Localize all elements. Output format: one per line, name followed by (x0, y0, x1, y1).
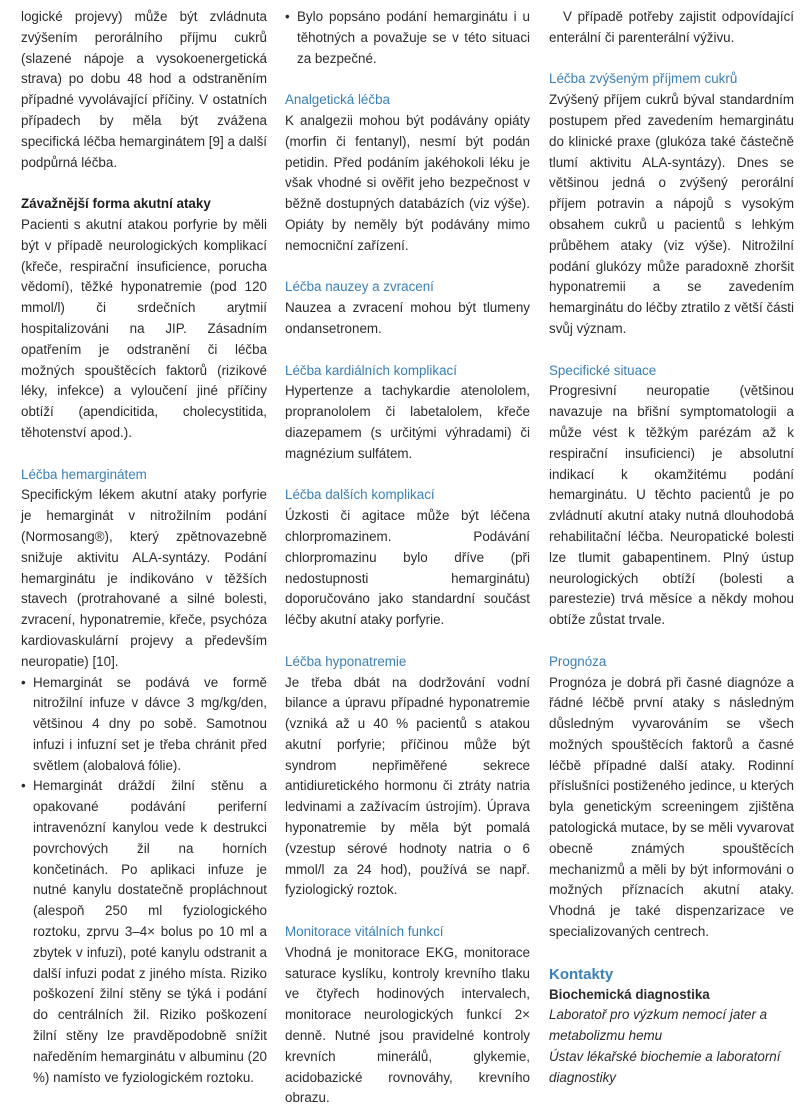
heading-analgetic: Analgetická léčba (285, 92, 390, 108)
intro-paragraph: logické projevy) může být zvládnuta zvýšením perorálního příjmu cukrů (slazené nápoje a vysokoenergetická strava) po dobu 48 hod a odstraněním případné vyvolávající příčiny. V ostatních případech by měla být zvážena specifická léčba hemarginátem [9] a další podpůrná léčba. (21, 9, 267, 170)
contact-line: Laboratoř pro výzkum nemocí jater a metabolizmu hemu (549, 1007, 768, 1044)
heading-hemarginat: Léčba hemarginátem (21, 466, 147, 482)
bullet-item: • Bylo popsáno podání hemarginátu i u těhotných a považuje se v této situaci za bezpečné. (285, 7, 530, 69)
nausea-paragraph: Nauzea a zvracení mohou být tlumeny ondansetronem. (285, 300, 530, 336)
other-complications-paragraph: Úzkosti či agitace může být léčena chlorpromazinem. Podávání chlorpromazinu bylo dříve (při nedostupnosti hemarginátu) doporučováno jako standardní součást léčby akutní ataky porfyrie. (285, 508, 530, 628)
heading-hyponatremia: Léčba hyponatremie (285, 653, 407, 669)
analgetic-paragraph: K analgezii mohou být podávány opiáty (morfin či fentanyl), nesmí být podán petidin. Před podáním jakéhokoli léku je však vhodné si ověřit jeho bezpečnost v běžně dostupných databázích (viz výše). Opiáty by neměly být podávány mimo nemocniční zařízení. (285, 112, 530, 253)
column-1 (21, 7, 267, 1088)
pregnancy-bullet-list (285, 7, 530, 69)
hyponatremia-paragraph: Je třeba dbát na dodržování vodní bilance a úpravu případné hyponatremie (vzniká až u 40 % pacientů s atakou akutní porfyrie; příčinou může být syndrom nepřiměřené sekrece antidiuretického hormonu či ztráty natria ledvinami a zažívacím ústrojím). Úprava hyponatremie by měla být pomalá (vzestup sérové hodnoty natria o 6 mmol/l za 24 hod), používá se např. fyziologický roztok. (285, 674, 530, 898)
heading-severe-attack: Závažnější forma akutní ataky (21, 196, 211, 212)
heading-sugar-intake: Léčba zvýšeným příjmem cukrů (549, 71, 738, 87)
heading-nausea: Léčba nauzey a zvracení (285, 279, 434, 295)
heading-contacts: Kontakty (549, 965, 614, 983)
bullet-item: • Hemarginát se podává ve formě nitrožilní infuze v dávce 3 mg/kg/den, většinou 4 dny po sobě. Samotnou infuzi i infuzní set je třeba chránit před světlem (alobalová fólie). (21, 673, 267, 777)
specific-situations-paragraph: Progresivní neuropatie (většinou navazuje na břišní symptomatologii a může vést k těžkým parézám až k respirační insuficienci) je absolutní indikací k okamžitému podání hemarginátu. U těchto pacientů je po zvládnutí akutní ataky nutná dlouhodobá rehabilitační léčba. Neuropatické bolesti lze tlumit gabapentinem. Plný ústup neurologických obtíží (bolesti a parestezie) trvá měsíce a někdy mohou obtíže zůstat trvale. (549, 383, 794, 628)
contact-line: Ústav lékařské biochemie a laboratorní diagnostiky (549, 1049, 781, 1085)
sugar-intake-paragraph: Zvýšený příjem cukrů býval standardním postupem před zavedením hemarginátu do klinické praxe (glukóza také částečně tlumí aktivitu ALA-syntázy). Dnes se většinou jedná o zvýšený perorální příjem potravin a nápojů s vysokým obsahem cukrů u pacientů s lehkým průběhem ataky (viz výše). Nitrožilní podání glukózy může paradoxně zhoršit hyponatremii a se zavedením hemarginátu do léčby ztratilo z větší části svůj význam. (549, 92, 794, 336)
heading-monitoring: Monitorace vitálních funkcí (285, 924, 444, 940)
heading-specific-situations: Specifické situace (549, 362, 657, 378)
heading-prognosis: Prognóza (549, 653, 607, 669)
column-2 (285, 7, 530, 1109)
contacts-subheading: Biochemická diagnostika (549, 986, 710, 1002)
severe-attack-paragraph: Pacienti s akutní atakou porfyrie by měli být v případě neurologických komplikací (křeče, respirační insuficience, porucha vědomí), těžké hyponatremie (pod 120 mmol/l) či srdečních arytmií hospitalizováni na JIP. Zásadním opatřením je odstranění či léčba možných spouštěcích faktorů (rizikové léky, infekce) a vyloučení jiné příčiny obtíží (apendicitida, cholecystitida, těhotenství apod.). (21, 216, 267, 440)
heading-other-complications: Léčba dalších komplikací (285, 487, 435, 503)
hemarginat-paragraph: Specifickým lékem akutní ataky porfyrie je hemarginát v nitrožilním podání (Normosang®), který zpětnovazebně snižuje aktivitu ALA-syntázy. Podání hemarginátu je indikováno v těžších stavech (protrahované a silné bolesti, zvracení, hyponatremie, křeče, psychóza kardiovaskulární projevy a především neuropatie) [10]. (21, 487, 267, 669)
hemarginat-bullet-list (21, 673, 267, 1089)
column-3 (549, 7, 794, 1089)
bullet-item: • Hemarginát dráždí žilní stěnu a opakované podávání periferní intravenózní kanylou vede k destrukci povrchových žil na horních končetinách. Po aplikaci infuze je nutné kanylu dostatečně propláchnout (alespoň 250 ml fyziologického roztoku, zprvu 3–4× bolus po 10 ml a zbytek v infuzi), poté kanylu odstranit a další infuzi podat z jiného místa. Riziko poškození žilní stěny se týká i podání do centrálních žil. Riziko poškození žilní stěny lze pravděpodobně snížit naředěním hemarginátu v albuminu (20 %) namísto ve fyziologickém roztoku. (21, 776, 267, 1088)
monitoring-paragraph: Vhodná je monitorace EKG, monitorace saturace kyslíku, kontroly krevního tlaku ve čtyřech hodinových intervalech, monitorace neurologických funkcí 2× denně. Nutné jsou pravidelné kontroly krevních minerálů, glykemie, acidobazické rovnováhy, krevního obrazu. (285, 944, 530, 1106)
cardio-paragraph: Hypertenze a tachykardie atenololem, propranololem či labetalolem, křeče diazepamem (s určitými výhradami) či magnézium sulfátem. (285, 383, 530, 461)
prognosis-paragraph: Prognóza je dobrá při časné diagnóze a řádné léčbě první ataky s následným důsledným vyvarováním se všech možných spouštěcích faktorů a časné léčbě případné další ataky. Rodinní příslušníci postiženého jedince, u kterých byla genetickým screeningem zjištěna patologická mutace, by se měli vyvarovat obecně známých spouštěcích mechanizmů a měli by být informováni o možných příznacích akutní ataky. Vhodná je také dispenzarizace ve specializovaných centrech. (549, 674, 794, 940)
heading-cardio: Léčba kardiálních komplikací (285, 362, 457, 378)
nutrition-paragraph: V případě potřeby zajistit odpovídající enterální či parenterální výživu. (549, 9, 794, 45)
